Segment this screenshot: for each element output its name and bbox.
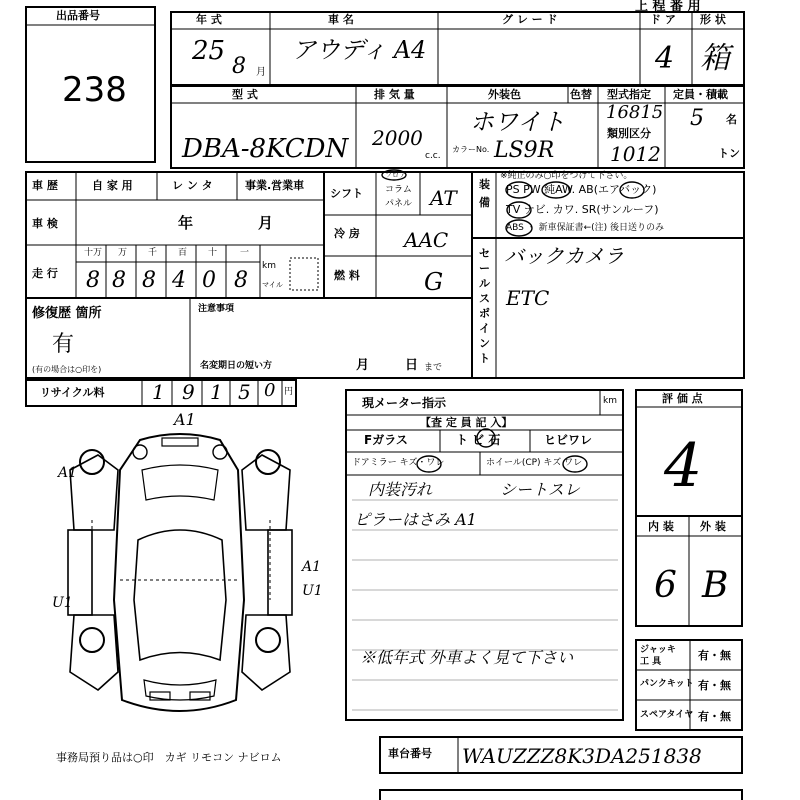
- digit-label-10: 十: [208, 248, 218, 258]
- spare-tire-yes-no: 有・無: [698, 710, 731, 723]
- digit-label-1: 一: [240, 248, 250, 258]
- color-value: ホワイト: [470, 108, 566, 136]
- damage-mark: A1: [174, 410, 196, 429]
- equipment-note: ※純正のみ○印をつけて下さい。: [500, 171, 633, 181]
- inspector-note-2: ピラーはさみ A1: [354, 510, 477, 529]
- inspection-label: 車 検: [32, 217, 58, 230]
- meter-km-label: km: [603, 396, 617, 406]
- top-right-fragment: 上 程 番 用: [635, 0, 701, 14]
- puncture-kit-yes-no: 有・無: [698, 679, 731, 692]
- digit-label-10k: 万: [118, 248, 128, 258]
- shape-label: 形 状: [700, 13, 726, 26]
- front-glass-label: Fガラス: [364, 433, 408, 447]
- usage-label: 車 歴: [32, 179, 58, 192]
- equipment-side-label: 装 備: [479, 178, 490, 209]
- doors-value: 4: [655, 41, 675, 76]
- lot-label: 出品番号: [56, 9, 100, 22]
- vin-label: 車台番号: [388, 747, 432, 760]
- rental-label: レ ン タ: [172, 179, 213, 192]
- recycle-digit: 1: [152, 380, 165, 404]
- damage-mark: U1: [302, 583, 323, 599]
- wheel-label: ホイール(CP) キズ ワレ: [486, 458, 583, 468]
- month-unit: 月: [256, 67, 266, 78]
- car-diagram: [68, 434, 292, 711]
- crack-label: ヒビワレ: [544, 433, 593, 447]
- equipment-line-1: PS PW 純AW. AB(エアバック): [506, 183, 657, 196]
- repair-history-label: 修復歴 箇所: [32, 306, 102, 321]
- vin-value: WAUZZZ8K3DA251838: [462, 744, 702, 768]
- car-name-label: 車 名: [328, 13, 354, 26]
- mileage-digit: 8: [234, 268, 248, 293]
- name-change-until: まで: [424, 363, 443, 373]
- door-mirror-label: ドアミラー キズ・ワレ: [352, 458, 445, 468]
- recycle-yen-unit: 円: [284, 387, 294, 397]
- repair-note: (有の場合は○印を): [32, 365, 102, 374]
- mileage-digit: 8: [86, 268, 100, 293]
- displacement-value: 2000: [372, 126, 423, 150]
- month-value: 8: [232, 54, 246, 79]
- fuel-label: 燃 料: [334, 269, 360, 282]
- ac-value: AAC: [404, 228, 449, 252]
- shift-floor-option: フロア: [385, 171, 406, 179]
- interior-label: 内 装: [648, 520, 674, 533]
- lot-number: 238: [62, 70, 127, 110]
- exterior-color-label: 外装色: [488, 88, 521, 101]
- model-value: DBA-8KCDN: [182, 134, 349, 164]
- inspection-month-unit: 月: [258, 214, 274, 232]
- exterior-label: 外 装: [700, 520, 726, 533]
- mileage-digit: 8: [112, 268, 126, 293]
- digit-label-100: 百: [178, 248, 188, 258]
- inspection-year-unit: 年: [178, 214, 194, 232]
- exterior-score-value: B: [702, 565, 729, 606]
- score-label: 評 価 点: [662, 392, 703, 405]
- inspector-note-1b: シートスレ: [500, 480, 580, 499]
- mileage-digit: 8: [142, 268, 156, 293]
- inspector-section-header: 【査 定 員 記 入】: [420, 416, 513, 429]
- name-change-day-unit: 日: [405, 358, 419, 373]
- model-label: 型 式: [232, 88, 258, 101]
- mileage-label: 走 行: [32, 267, 58, 280]
- jack-tool-label: ジャッキ 工 具: [640, 645, 676, 667]
- recycle-fee-label: リサイクル料: [40, 386, 105, 399]
- capacity-unit: 名: [726, 113, 737, 126]
- mileage-digit: 0: [202, 268, 216, 293]
- mileage-digit: 4: [172, 268, 186, 293]
- capacity-value: 5: [690, 106, 704, 131]
- recycle-digit: 5: [238, 380, 251, 404]
- inspector-note-1a: 内装汚れ: [368, 480, 433, 499]
- car-name-value: アウディ A4: [292, 36, 427, 64]
- type-designation-label: 型式指定: [607, 88, 651, 101]
- color-no-label: カラーNo.: [452, 145, 490, 154]
- capacity-label: 定員・積載: [673, 88, 728, 101]
- door-label: ド ア: [650, 13, 676, 26]
- sales-point-2: ETC: [506, 286, 550, 310]
- business-use-label: 事業.営業車: [245, 179, 305, 192]
- damage-mark: A1: [302, 559, 322, 575]
- displacement-label: 排 気 量: [374, 88, 415, 101]
- equipment-line-2: TV ナビ. カワ. SR(サンルーフ): [506, 203, 659, 216]
- damage-mark: A1: [58, 465, 78, 481]
- sales-point-1: バックカメラ: [504, 244, 624, 268]
- meter-label: 現メーター指示: [362, 396, 447, 410]
- sales-point-side-label: セールスポイント: [479, 247, 490, 365]
- shape-value: 箱: [700, 41, 730, 76]
- name-change-label: 名変期日の短い方: [200, 361, 273, 371]
- year-value: 25: [192, 36, 226, 66]
- color-change-label: 色替: [570, 88, 592, 101]
- shift-column-option: コラム: [385, 185, 412, 195]
- type-designation-value: 16815: [606, 102, 664, 123]
- digit-label-100k: 十万: [84, 248, 103, 258]
- office-items: 事務局預り品は○印 カギ リモコン ナビロム: [56, 751, 282, 764]
- notice-label: 注意事項: [198, 304, 235, 314]
- shift-panel-option: パネル: [385, 199, 413, 209]
- name-change-month-unit: 月: [356, 358, 370, 373]
- mile-label: マイル: [262, 281, 283, 289]
- stone-chip-label: ト ビ 石: [456, 433, 501, 447]
- private-use-label: 自 家 用: [92, 179, 133, 192]
- shift-value: AT: [430, 186, 457, 210]
- inspector-note-3: ※低年式 外車よく見て下さい: [360, 648, 574, 667]
- recycle-digit: 0: [264, 380, 276, 401]
- digit-label-1k: 千: [148, 248, 158, 258]
- recycle-digit: 9: [182, 380, 195, 404]
- score-value: 4: [664, 431, 703, 501]
- fuel-value: G: [424, 268, 444, 296]
- interior-score-value: 6: [654, 565, 677, 606]
- shift-label: シフト: [330, 187, 363, 200]
- equipment-line-3: ABS ・ 新車保証書←(注) 後日送りのみ: [506, 223, 665, 233]
- year-label: 年 式: [196, 13, 222, 26]
- repair-history-value: 有: [52, 332, 75, 357]
- color-no-value: LS9R: [494, 138, 555, 163]
- spare-tire-label: スペアタイヤ: [640, 710, 694, 720]
- damage-mark: U1: [52, 595, 73, 611]
- jack-tool-yes-no: 有・無: [698, 649, 731, 662]
- ac-label: 冷 房: [334, 227, 360, 240]
- load-unit: トン: [718, 147, 740, 160]
- class-value: 1012: [610, 142, 661, 166]
- cc-unit: c.c.: [425, 151, 441, 161]
- km-label: km: [262, 261, 276, 271]
- recycle-digit: 1: [210, 380, 223, 404]
- puncture-kit-label: パンクキット: [640, 679, 694, 689]
- grade-label: グ レ ー ド: [502, 13, 558, 26]
- class-label: 類別区分: [607, 127, 651, 140]
